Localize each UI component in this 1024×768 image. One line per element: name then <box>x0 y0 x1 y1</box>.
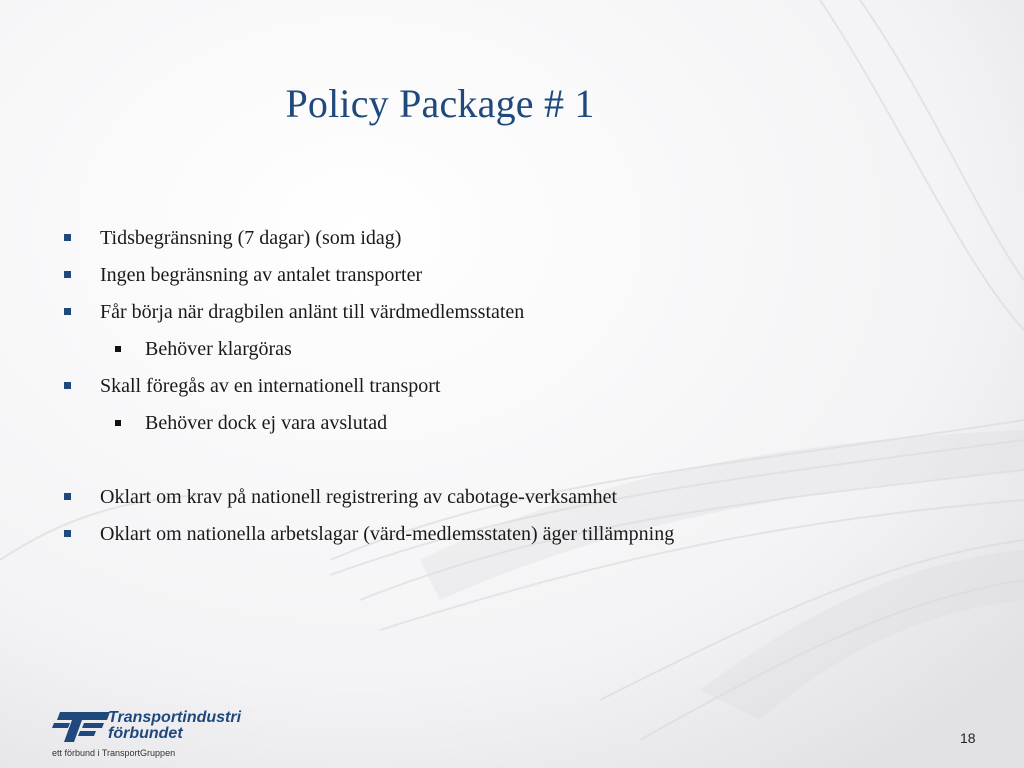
sub-list-item <box>64 335 964 372</box>
logo-name-line2: förbundet <box>108 725 183 742</box>
list-item-text: Behöver dock ej vara avslutad <box>145 412 388 434</box>
list-item-text: Skall föregås av en internationell transport <box>100 375 441 397</box>
square-bullet-icon <box>64 382 71 389</box>
list-item <box>64 483 964 520</box>
list-item-text: Oklart om krav på nationell registrering av cabotage-verksamhet <box>100 486 618 508</box>
page-number: 18 <box>960 730 976 746</box>
list-item-text: Behöver klargöras <box>145 338 292 360</box>
square-bullet-icon <box>64 234 71 241</box>
slide-title: Policy Package # 1 <box>285 81 595 126</box>
sub-list-item <box>64 409 964 446</box>
square-bullet-icon <box>64 530 71 537</box>
logo-tagline: ett förbund i TransportGruppen <box>52 748 176 758</box>
list-item-text: Oklart om nationella arbetslagar (värd-medlemsstaten) äger tillämpning <box>100 523 675 545</box>
tif-logo-icon <box>52 710 112 744</box>
list-item <box>64 372 964 409</box>
list-item <box>64 298 964 335</box>
logo-name-line1: Transportindustri <box>108 709 242 726</box>
bullet-list <box>64 224 964 557</box>
list-item <box>64 224 964 261</box>
square-bullet-icon <box>115 346 121 352</box>
square-bullet-icon <box>64 308 71 315</box>
list-item-text: Ingen begränsning av antalet transporter <box>100 264 423 286</box>
list-item-text: Tidsbegränsning (7 dagar) (som idag) <box>100 227 402 249</box>
square-bullet-icon <box>64 493 71 500</box>
list-item <box>64 261 964 298</box>
square-bullet-icon <box>64 271 71 278</box>
list-item-text: Får börja när dragbilen anlänt till värdmedlemsstaten <box>100 301 525 323</box>
logo-wordmark <box>108 710 241 742</box>
square-bullet-icon <box>115 420 121 426</box>
list-item <box>64 520 964 557</box>
